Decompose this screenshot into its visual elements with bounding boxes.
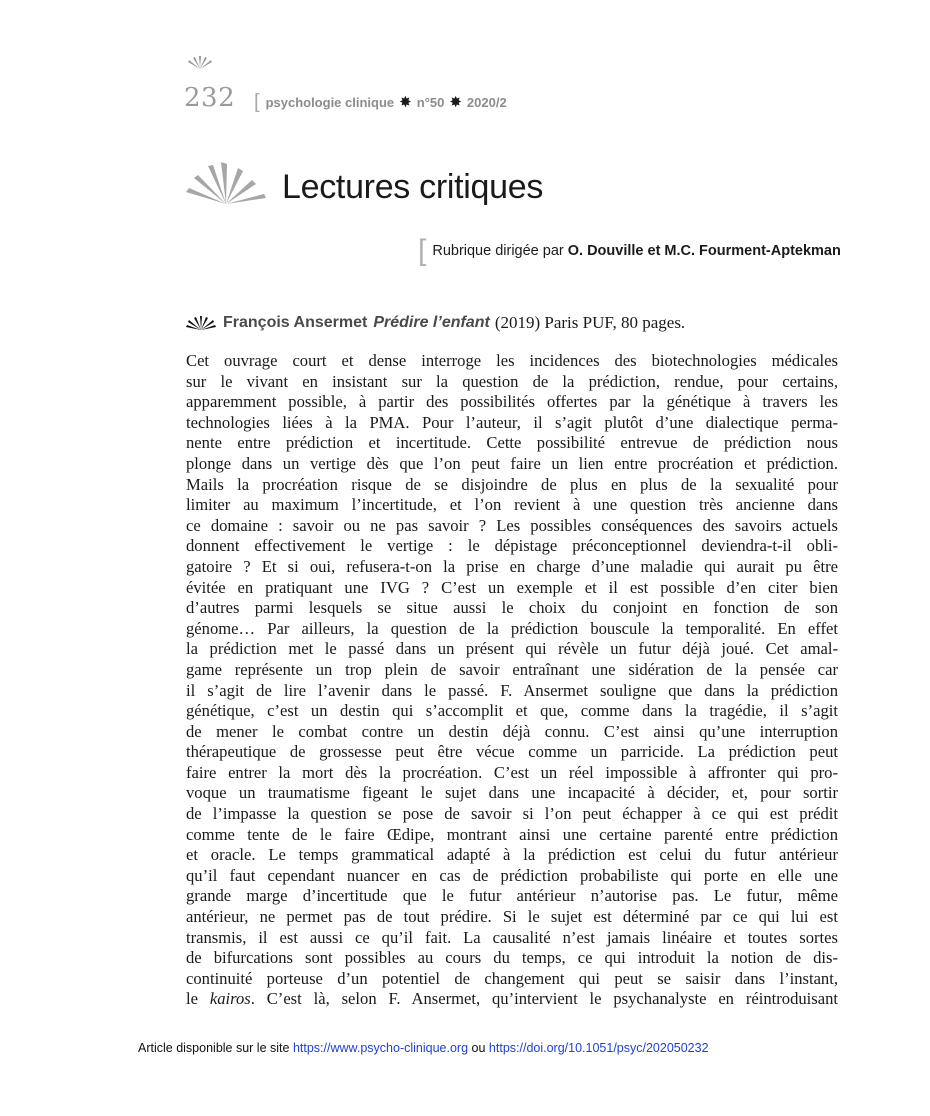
body-line: de mener le combat contre un destin déjà connu. C’est ainsi qu’une interruption — [186, 721, 838, 741]
body-line: de l’impasse la question se pose de savoir si l’on peut échapper à ce qui est prédit — [186, 804, 838, 824]
body-line: génétique, c’est un destin qui s’accomplit et que, comme dans la tragédie, il s’agit — [186, 701, 838, 721]
body-line: d’autres parmi lesquels se situe aussi le choix du conjoint en fonction de son — [186, 598, 838, 618]
body-line: il s’agit de lire l’avenir dans le passé. F. Ansermet souligne que dans la prédiction — [186, 680, 838, 700]
kairos-term: kairos — [209, 989, 251, 1009]
bracket-mark: [ — [418, 234, 427, 267]
review-publication: (2019) Paris PUF, 80 pages. — [494, 313, 686, 332]
bracket-mark: [ — [254, 91, 260, 113]
rubrique-line — [418, 236, 841, 266]
review-leaf-icon — [186, 315, 216, 331]
review-author: François Ansermet — [223, 314, 368, 331]
body-line: la prédiction met le passé dans un présent qui révèle un futur déjà joué. Cet amal- — [186, 639, 838, 659]
body-line: comme tente de le faire Œdipe, montrant ainsi une certaine parenté entre prédiction — [186, 824, 838, 844]
rubrique-prefix: Rubrique dirigée par — [432, 243, 564, 259]
body-line: Mails la procréation risque de se disjoindre de plus en plus de la sexualité pour — [186, 474, 838, 494]
running-header — [254, 92, 507, 112]
body-line: génome… Par ailleurs, la question de la prédiction bouscule la temporalité. En effet — [186, 618, 838, 638]
body-line: continuité porteuse d’un potentiel de changement qui peut se saisir dans l’instant, — [186, 968, 838, 988]
body-line: de bifurcations sont possibles au cours du temps, ce qui introduit la notion de dis- — [186, 948, 838, 968]
review-body — [186, 351, 838, 1010]
body-line: nente entre prédiction et incertitude. Cette possibilité entrevue de prédiction nous — [186, 433, 838, 453]
issue-year: 2020/2 — [466, 94, 507, 110]
body-line: sur le vivant en insistant sur la question de la prédiction, rendue, pour certains, — [186, 371, 838, 391]
section-leaf-icon — [186, 158, 266, 206]
body-line: technologies liées à la PMA. Pour l’auteur, il s’agit plutôt d’une dialectique perma- — [186, 412, 838, 432]
review-heading — [186, 313, 685, 333]
section-title: Lectures critiques — [282, 168, 544, 206]
body-line: faire entrer la mort dès la procréation. C’est un réel impossible à affronter qui pro- — [186, 762, 838, 782]
leaf-logo-icon — [186, 54, 214, 70]
body-line: ce domaine : savoir ou ne pas savoir ? Les possibles conséquences des savoirs actuels — [186, 515, 838, 535]
rubrique-editors: O. Douville et M.C. Fourment-Aptekman — [567, 243, 841, 259]
body-line: évitée en pratiquant une IVG ? C’est un exemple et il est possible d’en citer bien — [186, 577, 838, 597]
doi-link[interactable]: https://doi.org/10.1051/psyc/202050232 — [488, 1041, 709, 1055]
star-separator-icon: ✸ — [449, 93, 462, 111]
body-line: voque un traumatisme figeant le sujet dans une incapacité à décider, et, pour sortir — [186, 783, 838, 803]
body-line: limiter au maximum l’incertitude, et l’on revient à une question très ancienne dans — [186, 495, 838, 515]
body-line: grande marge d’incertitude que le futur antérieur n’autorise pas. Le futur, même — [186, 886, 838, 906]
body-line: Cet ouvrage court et dense interroge les incidences des biotechnologies médicales — [186, 351, 838, 370]
body-line: antérieur, ne permet pas de tout prédire. Si le sujet est déterminé par ce qui lui est — [186, 907, 838, 927]
review-book-title: Prédire l’enfant — [373, 314, 490, 331]
body-line: qu’il faut cependant nuancer en cas de prédiction probabiliste qui porte en elle une — [186, 865, 838, 885]
journal-name: psychologie clinique — [265, 94, 395, 110]
body-line: apparemment possible, à partir des possibilités offertes par la génétique à travers les — [186, 392, 838, 412]
body-line: donnent effectivement le vertige : le dépistage préconceptionnel deviendra-t-il obli- — [186, 536, 838, 556]
body-line: et oracle. Le temps grammatical adapté à la prédiction est celui du futur antérieur — [186, 845, 838, 865]
body-line: thérapeutique de grossesse peut être vécue comme un parricide. La prédiction peut — [186, 742, 838, 762]
last-line-end: . C’est là, selon F. Ansermet, qu’intervient le psychanalyste en réintroduisant — [250, 989, 838, 1009]
footer-middle: ou — [471, 1041, 486, 1055]
footer-prefix: Article disponible sur le site — [138, 1041, 290, 1055]
last-line-start: le — [186, 989, 210, 1009]
body-line: plonge dans un vertige dès que l’on peut faire un lien entre procréation et prédiction. — [186, 453, 838, 473]
page-number: 232 — [184, 83, 236, 113]
body-last-line — [186, 989, 838, 1010]
site-link[interactable]: https://www.psycho-clinique.org — [292, 1041, 469, 1055]
star-separator-icon: ✸ — [399, 93, 412, 111]
issue-number: n°50 — [416, 94, 445, 110]
body-line: transmis, il est aussi ce qu’il fait. La causalité n’est jamais linéaire et toutes sortes — [186, 927, 838, 947]
footer-availability — [138, 1041, 709, 1055]
body-line: gatoire ? Et si oui, refusera-t-on la prise en charge d’une maladie qui aurait pu être — [186, 556, 838, 576]
body-line: game représente un trop plein de savoir entraînant une sidération de la pensée car — [186, 659, 838, 679]
